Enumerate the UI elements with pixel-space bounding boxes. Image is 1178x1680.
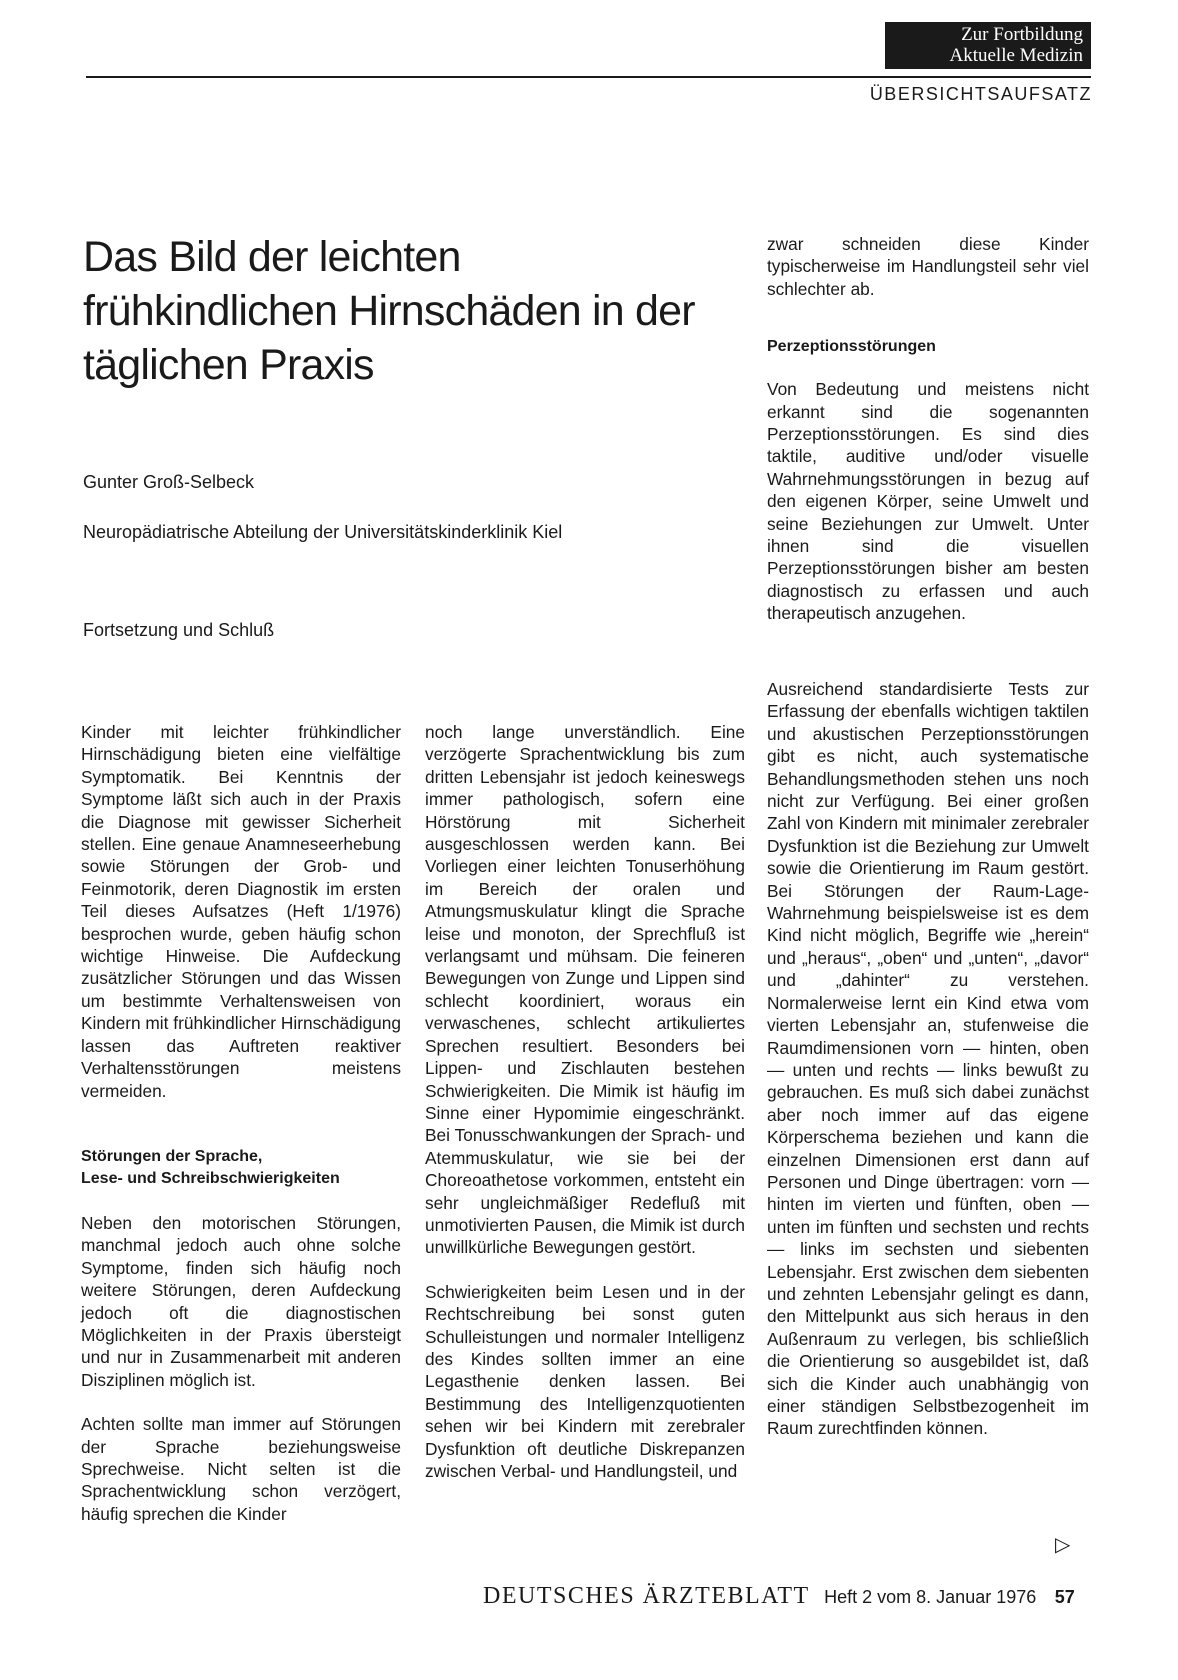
paragraph: noch lange unverständlich. Eine verzögerte Sprachentwicklung bis zum dritten Lebensjahr ist jedoch keineswegs immer pathologisch, sofern eine Hörstörung mit Sicherheit ausgeschlossen werden kann. Bei Vorliegen einer leichten Tonuserhöhung im Bereich der oralen und Atmungsmuskulatur klingt die Sprache leise und monoton, der Sprechfluß ist verlangsamt und mühsam. Die feineren Bewegungen von Zunge und Lippen sind schlecht koordiniert, woraus ein verwaschenes, schlecht artikuliertes Sprechen resultiert. Besonders bei Lippen- und Zischlauten bestehen Schwierigkeiten. Die Mimik ist häufig im Sinne einer Hypomimie eingeschränkt. Bei Tonusschwankungen der Sprach- und Atemmuskulatur, wie sie bei der Choreoathetose vorkommen, entsteht ein sehr ungleichmäßiger Redefluß mit unmotivierten Pausen, die Mimik ist durch unwillkürliche Bewegungen gestört.	[425, 722, 745, 1258]
page-footer	[483, 1583, 1075, 1610]
author-affiliation: Neuropädiatrische Abteilung der Universitätskinderklinik Kiel	[83, 522, 563, 542]
paragraph: Achten sollte man immer auf Störungen der Sprache beziehungsweise Sprechweise. Nicht selten ist die Sprachentwicklung schon verzögert, häufig sprechen die Kinder	[81, 1414, 401, 1524]
paragraph: zwar schneiden diese Kinder typischerweise im Handlungsteil sehr viel schlechter ab.	[767, 234, 1089, 299]
article-author: Gunter Groß-Selbeck	[83, 472, 255, 492]
section-kicker: ÜBERSICHTSAUFSATZ	[869, 84, 1092, 104]
article-title: Das Bild der leichten frühkindlichen Hirnschäden in der täglichen Praxis	[83, 233, 695, 389]
section-heading-perception: Perzeptionsstörungen	[767, 338, 936, 356]
paragraph: Ausreichend standardisierte Tests zur Erfassung der ebenfalls wichtigen taktilen und akustischen Perzeptionsstörungen gibt es nicht, auch systematische Behandlungsmethoden stehen uns noch nicht zur Verfügung. Bei einer großen Zahl von Kindern mit minimaler zerebraler Dysfunktion ist die Beziehung zur Umwelt sowie die Orientierung im Raum gestört. Bei Störungen der Raum-Lage-Wahrnehmung beispielsweise ist es dem Kind nicht möglich, Begriffe wie „herein“ und „heraus“, „oben“ und „unten“, „davor“ und „dahinter“ zu verstehen. Normalerweise lernt ein Kind etwa vom vierten Lebensjahr an, stufenweise die Raumdimensionen vorn — hinten, oben — unten und rechts — links bewußt zu gebrauchen. Es muß sich dabei zunächst aber noch immer auf das eigene Körperschema beziehen und kann die einzelnen Dimensionen erst dann auf Personen und Dinge übertragen: vorn — hinten im vierten und fünften, oben — unten im fünften und sechsten und rechts — links im sechsten und siebenten Lebensjahr. Erst zwischen dem siebenten und zehnten Lebensjahr gelingt es dann, den Mittelpunkt aus sich heraus in den Außenraum zu verlegen, bis schließlich die Orientierung so ausgebildet ist, daß sich die Kinder auch unabhängig von einer ständigen Selbstbezogenheit im Raum zurechtfinden können.	[767, 679, 1089, 1439]
paragraph: Von Bedeutung und meistens nicht erkannt sind die sogenannten Perzeptionsstörungen. Es sind dies taktile, auditive und/oder visuelle Wahrnehmungsstörungen in bezug auf den eigenen Körper, seine Umwelt und seine Beziehungen zur Umwelt. Unter ihnen sind die visuellen Perzeptionsstörungen bisher am besten diagnostisch zu erfassen und auch therapeutisch anzugehen.	[767, 379, 1089, 624]
continuation-note: Fortsetzung und Schluß	[83, 620, 275, 640]
paragraph: Schwierigkeiten beim Lesen und in der Rechtschreibung bei sonst guten Schulleistungen und normaler Intelligenz des Kindes sollten immer an eine Legasthenie denken lassen. Bei Bestimmung des Intelligenzquotienten sehen wir bei Kindern mit zerebraler Dysfunktion oft deutliche Diskrepanzen zwischen Verbal- und Handlungsteil, und	[425, 1281, 745, 1481]
header-rule	[86, 76, 1091, 78]
issue-info: Heft 2 vom 8. Januar 1976	[824, 1587, 1037, 1607]
text-column-2	[425, 721, 745, 1482]
section-heading-speech	[81, 1146, 401, 1190]
text-column-3-top	[767, 233, 1089, 625]
badge-line-2: Aktuelle Medizin	[949, 45, 1083, 66]
heading-line: Störungen der Sprache,	[81, 1147, 263, 1165]
section-badge	[885, 22, 1091, 69]
text-column-1	[81, 721, 401, 1525]
heading-line: Lese- und Schreibschwierigkeiten	[81, 1169, 340, 1187]
paragraph: Kinder mit leichter frühkindlicher Hirnschädigung bieten eine vielfältige Symptomatik. Bei Kenntnis der Symptome läßt sich auch in der Praxis die Diagnose mit gewisser Sicherheit stellen. Eine genaue Anamneseerhebung sowie Störungen der Grob- und Feinmotorik, deren Diagnostik im ersten Teil dieses Aufsatzes (Heft 1/1976) besprochen wurde, geben häufig schon wichtige Hinweise. Die Aufdeckung zusätzlicher Störungen und das Wissen um bestimmte Verhaltensweisen von Kindern mit frühkindlicher Hirnschädigung lassen das Auftreten reaktiver Verhaltensstörungen meistens vermeiden.	[81, 722, 401, 1101]
continue-arrow-icon: ▷	[1055, 1534, 1071, 1556]
paragraph: Neben den motorischen Störungen, manchmal jedoch auch ohne solche Symptome, finden sich häufig noch weitere Störungen, deren Aufdeckung jedoch oft die diagnostischen Möglichkeiten in der Praxis übersteigt und nur in Zusammenarbeit mit anderen Disziplinen möglich ist.	[81, 1212, 401, 1390]
text-column-3-bottom	[767, 678, 1089, 1440]
badge-line-1: Zur Fortbildung	[961, 24, 1083, 45]
journal-name: DEUTSCHES ÄRZTEBLATT	[483, 1583, 810, 1609]
page-number: 57	[1054, 1587, 1075, 1607]
